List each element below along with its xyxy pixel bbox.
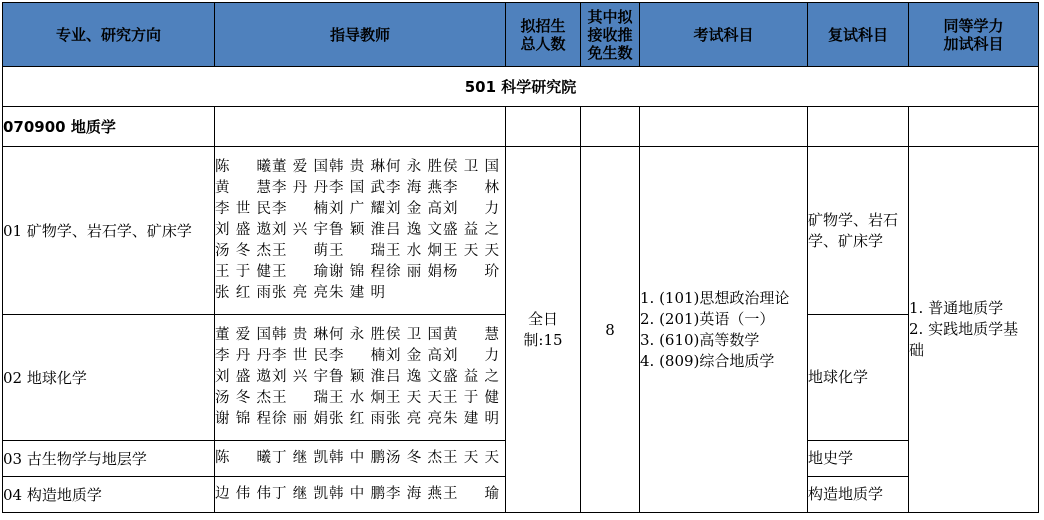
direction-name: 01 矿物学、岩石学、矿床学 [3,147,215,315]
teacher-name: 张红雨 [215,285,271,301]
teacher-list [215,147,506,315]
header-retest: 复试科目 [808,3,909,67]
teacher-name: 刘金高 [386,201,442,217]
teacher-name: 张红雨 [329,411,385,427]
teacher-name: 董爱国 [215,327,271,343]
teacher-name: 盛益之 [443,222,499,238]
empty-cell [215,107,506,147]
teacher-name: 韩贵琳 [329,159,385,175]
teacher-name: 王 瑞 [272,390,328,406]
teacher-name: 王于健 [443,390,499,406]
teacher-name: 王 瑞 [329,243,385,259]
teacher-name: 李 楠 [329,348,385,364]
teacher-name: 李世民 [215,201,271,217]
teacher-name: 刘 力 [443,348,499,364]
empty-cell [581,107,640,147]
teacher-name: 王 瑜 [443,486,499,502]
teacher-list [215,315,506,441]
empty-cell [909,107,1039,147]
teacher-name: 何永胜 [386,159,442,175]
direction-name: 04 构造地质学 [3,477,215,513]
exam-subjects: 1. (101)思想政治理论 2. (201)英语（一） 3. (610)高等数学 4. (809)综合地质学 [640,147,808,513]
teacher-name: 王 萌 [272,243,328,259]
teacher-name: 刘兴宇 [272,222,328,238]
teacher-name: 张亮亮 [386,411,442,427]
retest-subject: 矿物学、岩石 学、矿床学 [808,147,909,315]
empty-cell [808,107,909,147]
major-title: 070900 地质学 [3,107,215,147]
teacher-name: 侯卫国 [386,327,442,343]
department-title: 501 科学研究院 [3,67,1039,107]
teacher-name: 李海燕 [386,180,442,196]
retest-subject: 地史学 [808,441,909,477]
teacher-name: 王水炯 [386,243,442,259]
teacher-name: 王水炯 [329,390,385,406]
teacher-name: 黄 慧 [215,180,271,196]
teacher-name: 谢锦程 [329,264,385,280]
empty-cell [640,107,808,147]
teacher-name: 边伟伟 [215,486,271,502]
teacher-name: 黄 慧 [443,327,499,343]
teacher-list [215,441,506,477]
teacher-name: 韩贵琳 [272,327,328,343]
teacher-name: 韩中鹏 [329,450,385,466]
teacher-name: 李丹丹 [272,180,328,196]
teacher-name: 汤冬杰 [215,390,271,406]
teacher-name: 李国武 [329,180,385,196]
teacher-name: 王 瑜 [272,264,328,280]
teacher-name: 王于健 [215,264,271,280]
teacher-name: 杨 玠 [443,264,499,280]
direction-name: 03 古生物学与地层学 [3,441,215,477]
admissions-table [2,2,1039,513]
teacher-name: 陈 曦 [215,450,271,466]
empty-cell [506,107,581,147]
teacher-name: 陈 曦 [215,159,271,175]
teacher-name: 侯卫国 [443,159,499,175]
header-recommend: 其中拟 接收推 免生数 [581,3,640,67]
teacher-name: 汤冬杰 [215,243,271,259]
teacher-name: 李世民 [272,348,328,364]
recommend-value: 8 [581,147,640,513]
teacher-name: 李 楠 [272,201,328,217]
teacher-name: 吕逸文 [386,222,442,238]
teacher-name: 鲁颖淮 [329,222,385,238]
teacher-name: 张亮亮 [272,285,328,301]
header-exam: 考试科目 [640,3,808,67]
header-row [3,3,1039,67]
teacher-name: 李海燕 [386,486,442,502]
teacher-name: 吕逸文 [386,369,442,385]
teacher-list [215,477,506,513]
teacher-name: 王天天 [386,390,442,406]
header-quota: 拟招生 总人数 [506,3,581,67]
teacher-name: 盛益之 [443,369,499,385]
teacher-name: 朱建明 [329,285,385,301]
teacher-name: 丁继凯 [272,450,328,466]
teacher-name: 王天天 [443,243,499,259]
teacher-name: 刘盛遨 [215,369,271,385]
teacher-name: 徐丽娟 [386,264,442,280]
teacher-name: 刘 力 [443,201,499,217]
retest-subject: 地球化学 [808,315,909,441]
teacher-name: 丁继凯 [272,486,328,502]
direction-name: 02 地球化学 [3,315,215,441]
retest-subject: 构造地质学 [808,477,909,513]
department-row [3,67,1039,107]
direction-row [3,147,1039,315]
teacher-name: 李丹丹 [215,348,271,364]
header-major: 专业、研究方向 [3,3,215,67]
teacher-name: 刘盛遨 [215,222,271,238]
teacher-name: 朱建明 [443,411,499,427]
teacher-name: 王天天 [443,450,499,466]
extra-subjects: 1. 普通地质学 2. 实践地质学基 础 [909,147,1039,513]
teacher-name: 韩中鹏 [329,486,385,502]
header-teachers: 指导教师 [215,3,506,67]
teacher-name: 谢锦程 [215,411,271,427]
quota-value: 全日 制:15 [506,147,581,513]
major-row [3,107,1039,147]
teacher-name: 鲁颖淮 [329,369,385,385]
teacher-name: 刘广耀 [329,201,385,217]
teacher-name: 汤冬杰 [386,450,442,466]
teacher-name: 刘金高 [386,348,442,364]
teacher-name: 何永胜 [329,327,385,343]
teacher-name: 董爱国 [272,159,328,175]
header-extra: 同等学力 加试科目 [909,3,1039,67]
teacher-name: 徐丽娟 [272,411,328,427]
teacher-name: 刘兴宇 [272,369,328,385]
teacher-name: 李 林 [443,180,499,196]
